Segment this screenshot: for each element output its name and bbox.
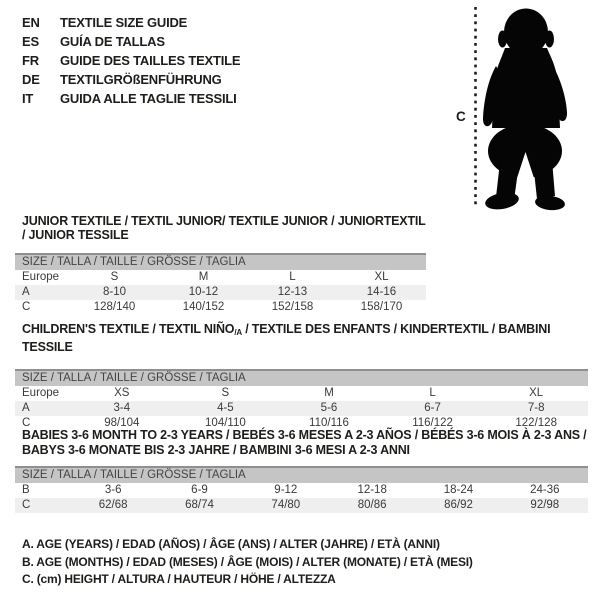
size-cell: 152/158: [271, 301, 314, 313]
section-title-junior: JUNIOR TEXTILE / TEXTIL JUNIOR/ TEXTILE JUNIOR / JUNIORTEXTIL / JUNIOR TESSILE: [22, 214, 426, 242]
size-cell: 6-7: [424, 402, 441, 414]
language-list: [22, 13, 240, 108]
table-row: [15, 270, 426, 285]
lang-row: [22, 70, 240, 89]
size-figure: [440, 0, 600, 215]
lang-title: TEXTILE SIZE GUIDE: [60, 15, 188, 30]
footnote-c: C. (cm) HEIGHT / ALTURA / HAUTEUR / HÖHE / ALTEZZA: [22, 572, 336, 586]
size-header-bar: SIZE / TALLA / TAILLE / GRÖSSE / TAGLIA: [15, 466, 588, 483]
size-cell: 12-13: [277, 286, 308, 298]
table-row: [15, 386, 588, 401]
size-cell: 98/104: [104, 417, 140, 429]
lang-title: GUÍA DE TALLAS: [60, 34, 165, 49]
row-label-cell: C: [22, 301, 31, 313]
size-cell: 80/86: [357, 499, 387, 511]
size-cell: 122/128: [515, 417, 557, 429]
babies-section: [15, 428, 588, 513]
size-cell: 86/92: [444, 499, 473, 511]
size-cell: S: [221, 387, 230, 399]
size-cell: L: [289, 271, 296, 283]
title-line-1: BABIES 3-6 MONTH TO 2-3 YEARS / BEBÉS 3-6 MESES A 2-3 AÑOS / BÉBÉS 3-6 MOIS À 2-3 ANS /: [22, 428, 587, 442]
size-cell: 3-4: [113, 402, 131, 414]
title-text: / TEXTILE DES ENFANTS / KINDERTEXTIL / BAMBINI TESSILE: [22, 322, 551, 354]
size-cell: 116/122: [412, 417, 453, 429]
size-cell: 110/116: [309, 417, 349, 429]
table-row: [15, 498, 588, 513]
table-row: [15, 285, 426, 300]
title-subscript: /A: [234, 328, 242, 337]
title-text: CHILDREN'S TEXTILE / TEXTIL NIÑO: [22, 322, 235, 336]
size-cell: 8-10: [102, 286, 127, 298]
lang-title: GUIDA ALLE TAGLIE TESSILI: [60, 91, 237, 106]
lang-row: [22, 89, 240, 108]
size-cell: 12-18: [357, 484, 387, 496]
lang-row: [22, 51, 240, 70]
lang-title: GUIDE DES TAILLES TEXTILE: [60, 53, 241, 68]
lang-code: FR: [22, 53, 39, 68]
lang-code: DE: [22, 72, 40, 87]
size-cell: 68/74: [185, 499, 214, 511]
babies-size-table: [15, 483, 588, 513]
size-cell: 140/152: [182, 301, 225, 313]
size-cell: 24-36: [530, 484, 560, 496]
footnote-b: B. AGE (MONTHS) / EDAD (MESES) / ÂGE (MOIS) / ALTER (MONATE) / ETÀ (MESI): [22, 554, 473, 569]
size-cell: XL: [529, 387, 544, 399]
size-cell: 158/170: [360, 301, 403, 313]
junior-section: [15, 214, 426, 315]
size-cell: 6-9: [191, 484, 208, 496]
size-cell: S: [110, 271, 119, 283]
row-label-cell: Europe: [22, 387, 60, 399]
size-cell: 3-6: [104, 484, 122, 496]
size-header-bar: SIZE / TALLA / TAILLE / GRÖSSE / TAGLIA: [15, 253, 426, 270]
section-title-children: [22, 322, 588, 354]
size-header-bar: SIZE / TALLA / TAILLE / GRÖSSE / TAGLIA: [15, 369, 588, 386]
size-cell: 128/140: [93, 301, 136, 313]
size-cell: 104/110: [205, 417, 246, 429]
size-cell: M: [324, 387, 334, 399]
lang-row: [22, 13, 240, 32]
height-c-label: C: [456, 109, 466, 124]
size-cell: 4-5: [217, 402, 234, 414]
title-line-2: BABYS 3-6 MONATE BIS 2-3 JAHRE / BAMBINI 3-6 MESI A 2-3 ANNI: [22, 442, 410, 457]
lang-code: IT: [22, 91, 34, 106]
size-cell: M: [198, 271, 209, 283]
lang-code: ES: [22, 34, 39, 49]
lang-code: EN: [22, 15, 40, 30]
row-label-cell: C: [22, 417, 31, 429]
size-cell: 74/80: [271, 499, 301, 511]
size-cell: 92/98: [530, 499, 560, 511]
size-cell: 62/68: [98, 499, 128, 511]
children-size-table: [15, 386, 588, 431]
size-cell: 7-8: [527, 402, 545, 414]
row-label-cell: B: [22, 484, 30, 496]
table-row: [15, 401, 588, 416]
child-silhouette-icon: [483, 9, 567, 212]
section-title-babies: [22, 428, 588, 457]
size-cell: 14-16: [366, 286, 397, 298]
size-cell: 9-12: [274, 484, 298, 496]
lang-row: [22, 32, 240, 51]
footnotes: [22, 536, 473, 589]
table-row: [15, 300, 426, 315]
row-label-cell: A: [22, 286, 30, 298]
size-cell: XS: [114, 387, 130, 399]
lang-title: TEXTILGRÖßENFÜHRUNG: [60, 72, 222, 87]
table-row: [15, 483, 588, 498]
size-cell: 5-6: [320, 402, 338, 414]
row-label-cell: C: [22, 499, 31, 511]
size-cell: 18-24: [443, 484, 474, 496]
row-label-cell: A: [22, 402, 30, 414]
children-section: [15, 322, 588, 431]
footnote-a: A. AGE (YEARS) / EDAD (AÑOS) / ÂGE (ANS) / ALTER (JAHRE) / ETÀ (ANNI): [22, 537, 440, 551]
size-cell: 10-12: [188, 286, 219, 298]
size-cell: XL: [374, 271, 389, 283]
row-label-cell: Europe: [22, 271, 60, 283]
junior-size-table: [15, 270, 426, 315]
size-cell: L: [429, 387, 436, 399]
